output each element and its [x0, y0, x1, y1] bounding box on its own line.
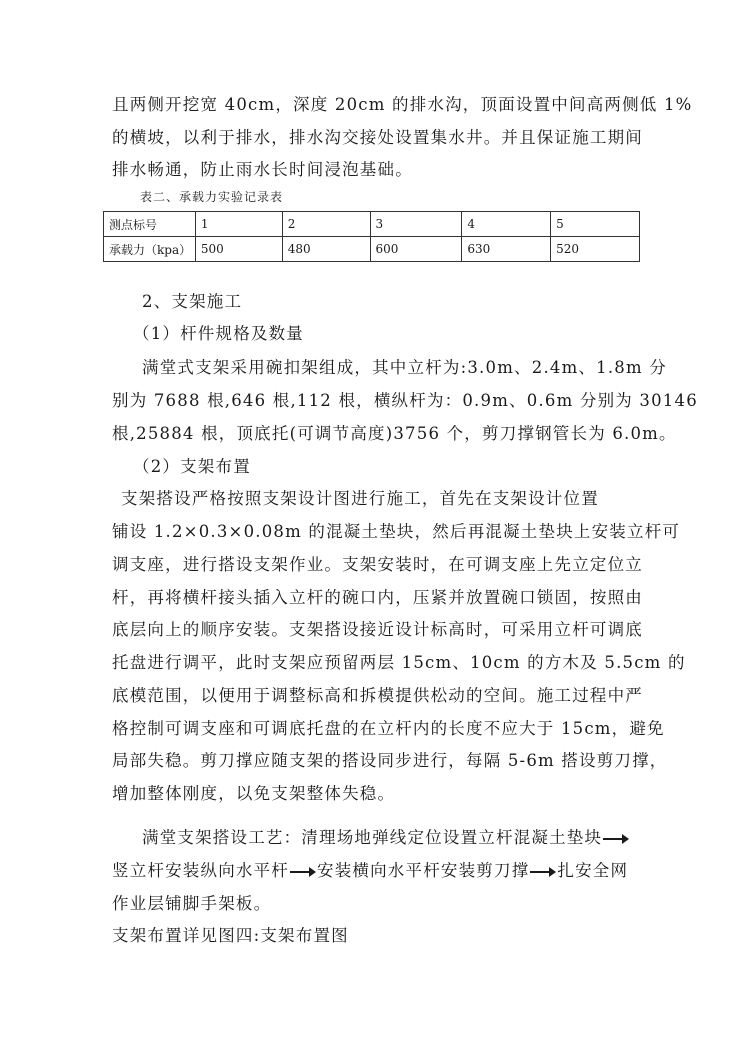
table-row [104, 237, 640, 262]
text-line: 的横坡，以利于排水，排水沟交接处设置集水井。并且保证施工期间 [112, 128, 643, 147]
bearing-capacity-table [103, 211, 640, 262]
table-cell: 4 [462, 212, 551, 237]
text-line: 别为 7688 根,646 根,112 根，横纵杆为：0.9m、0.6m 分别为 30146 [112, 391, 698, 410]
text-line: 作业层铺脚手架板。 [112, 894, 272, 913]
table-cell: 5 [551, 212, 640, 237]
text-line: 格控制可调支座和可调底托盘的在立杆内的长度不应大于 15cm，避免 [112, 719, 665, 738]
table-cell: 520 [551, 237, 640, 262]
process-line [112, 857, 628, 881]
text-line: 增加整体刚度，以免支架整体失稳。 [112, 784, 396, 803]
process-text: 满堂支架搭设工艺：清理场地弹线定位设置立杆混凝土垫块 [142, 828, 603, 847]
table-row [104, 212, 640, 237]
text-line: 底模范围，以便用于调整标高和拆模提供松动的空间。施工过程中严 [112, 686, 643, 705]
table-cell: 600 [370, 237, 462, 262]
process-line [142, 824, 630, 848]
arrow-right-icon [530, 867, 556, 877]
section-heading: 2、支架施工 [142, 292, 243, 311]
subsection-heading: （2）支架布置 [133, 457, 251, 476]
table-cell: 630 [462, 237, 551, 262]
table-cell: 测点标号 [104, 212, 196, 237]
table-cell: 480 [282, 237, 370, 262]
arrow-right-icon [290, 867, 316, 877]
text-line: 满堂式支架采用碗扣架组成，其中立杆为:3.0m、2.4m、1.8m 分 [142, 358, 667, 377]
text-line: 局部失稳。剪刀撑应随支架的搭设同步进行，每隔 5-6m 搭设剪刀撑， [112, 751, 668, 770]
table-cell: 500 [195, 237, 282, 262]
table-caption: 表二、承载力实验记录表 [140, 190, 284, 204]
process-text: 扎安全网 [557, 861, 629, 880]
process-text: 安装横向水平杆安装剪刀撑 [317, 861, 530, 880]
text-line: 排水畅通，防止雨水长时间浸泡基础。 [112, 160, 413, 179]
text-line: 调支座，进行搭设支架作业。支架安装时，在可调支座上先立定位立 [112, 555, 643, 574]
table-cell: 承载力（kpa） [104, 237, 196, 262]
process-text: 竖立杆安装纵向水平杆 [112, 861, 289, 880]
text-line: 且两侧开挖宽 40cm，深度 20cm 的排水沟，顶面设置中间高两侧低 1% [112, 95, 693, 114]
table-cell: 3 [370, 212, 462, 237]
text-line: 根,25884 根，顶底托(可调节高度)3756 个，剪刀撑钢管长为 6.0m。 [112, 424, 677, 443]
arrow-right-icon [603, 834, 629, 844]
table-cell: 2 [282, 212, 370, 237]
text-line: 底层向上的顺序安装。支架搭设接近设计标高时，可采用立杆可调底 [112, 620, 643, 639]
text-line: 托盘进行调平，此时支架应预留两层 15cm、10cm 的方木及 5.5cm 的 [112, 653, 686, 672]
table-cell: 1 [195, 212, 282, 237]
text-line: 杆，再将横杆接头插入立杆的碗口内，压紧并放置碗口锁固，按照由 [112, 588, 643, 607]
figure-reference: 支架布置详见图四:支架布置图 [112, 926, 349, 945]
text-line: 铺设 1.2×0.3×0.08m 的混凝土垫块，然后再混凝土垫块上安装立杆可 [112, 522, 681, 541]
subsection-heading: （1）杆件规格及数量 [133, 324, 304, 343]
text-line: 支架搭设严格按照支架设计图进行施工，首先在支架设计位置 [121, 489, 599, 508]
